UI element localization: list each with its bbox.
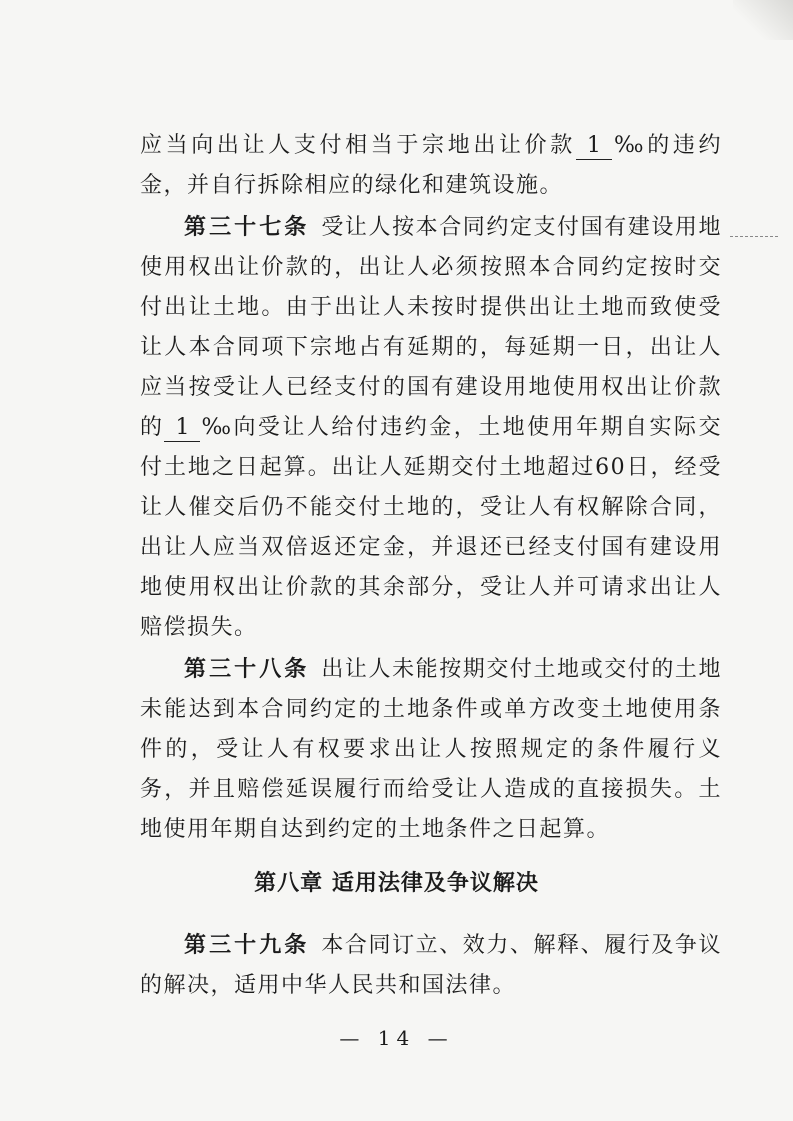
intro-fill-blank: 1: [576, 133, 612, 160]
paragraph-intro: [140, 126, 722, 206]
article-39: [140, 926, 722, 1006]
document-body: [140, 126, 722, 850]
article-38-heading: 第三十八条: [184, 657, 310, 682]
article-39-heading: 第三十九条: [184, 933, 310, 958]
document-body-chapter-8: [140, 926, 722, 1006]
article-37-fill-blank: 1: [164, 415, 200, 442]
article-38-text: 出让人未能按期交付土地或交付的土地未能达到本合同约定的土地条件或单方改变土地使用条件的，受让人有权要求出让人按照规定的条件履行义务，并且赔偿延误履行而给受让人造成的直接损失。土地使用年期自达到约定的土地条件之日起算。: [140, 657, 722, 842]
article-38: [140, 650, 722, 850]
margin-dash-mark: [730, 236, 778, 237]
chapter-title: 第八章 适用法律及争议解决: [254, 871, 539, 896]
page-number: — 14 —: [339, 1026, 454, 1050]
article-37-heading: 第三十七条: [184, 215, 310, 240]
article-37: [140, 208, 722, 648]
intro-text-after: ‰的违约金，并自行拆除相应的绿化和建筑设施。: [140, 133, 722, 198]
scan-corner-shadow: [733, 0, 793, 40]
intro-text-before: 应当向出让人支付相当于宗地出让价款: [140, 133, 576, 158]
article-37-text-part1: 受让人按本合同约定支付国有建设用地使用权出让价款的，出让人必须按照本合同约定按时交付出让土地。由于出让人未按时提供出让土地而致使受让人本合同项下宗地占有延期的，每延期一日，出让人应当按受让人已经支付的国有建设用地使用权出让价款的: [140, 215, 722, 440]
article-39-text: 本合同订立、效力、解释、履行及争议的解决，适用中华人民共和国法律。: [140, 933, 722, 998]
article-37-text-part2: ‰向受让人给付违约金，土地使用年期自实际交付土地之日起算。出让人延期交付土地超过60日，经受让人催交后仍不能交付土地的，受让人有权解除合同，出让人应当双倍返还定金，并退还已经支付国有建设用地使用权出让价款的其余部分，受让人并可请求出让人赔偿损失。: [140, 415, 722, 640]
